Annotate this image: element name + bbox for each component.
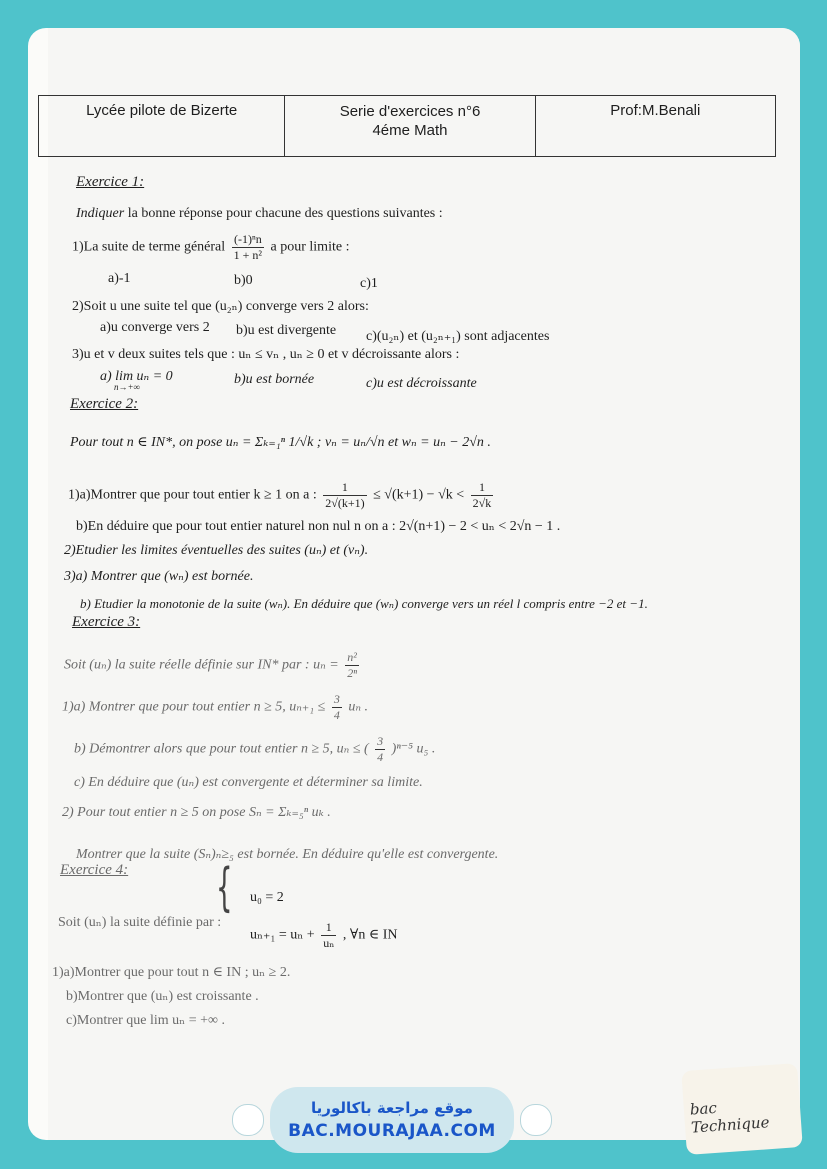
exercise-1-title: Exercice 1: [76,174,145,190]
intro-text: la bonne réponse pour chacune des questions suivantes : [127,206,443,221]
left-logo-icon [232,1104,264,1136]
question-2-3a: 3)a) Montrer que (wₙ) est bornée. [64,569,254,584]
exercise-4-title: Exercice 4: [60,862,129,878]
q3-1b-fraction [375,734,385,765]
question-2-1a [68,480,496,511]
q3-1b-text-end: )ⁿ⁻⁵ u₅ . [391,741,436,757]
q3-1b-numerator: 3 [377,734,384,748]
q1-option-b: b)0 [234,273,253,288]
ex3-def-fraction [345,650,359,681]
q1-numerator: (-1)ⁿn [232,232,264,248]
q3-option-a [100,368,173,392]
q2-1a-text: 1)a)Montrer que pour tout entier k ≥ 1 on a : [68,487,317,503]
series-number: Serie d'exercices n°6 [339,103,481,120]
question-2-2: 2)Etudier les limites éventuelles des suites (uₙ) et (vₙ). [64,543,369,558]
exercise-2-definition: Pour tout n ∈ IN*, on pose uₙ = Σₖ₌₁ⁿ 1/√k ; vₙ = uₙ/√n et wₙ = uₙ − 2√n . [70,435,491,450]
series-title [285,96,535,156]
teacher-name: Prof:M.Benali [610,102,701,119]
site-banner[interactable] [270,1087,514,1153]
sys2-fraction [321,920,336,951]
q2-1a-inequality: ≤ √(k+1) − √k < [373,487,465,503]
exercise-1-intro [76,206,443,222]
q3-1a-text-end: uₙ . [348,699,369,715]
q1-fraction [232,232,264,263]
system-line-1: u₀ = 2 [250,890,284,905]
question-4-1c: c)Montrer que lim uₙ = +∞ . [66,1013,225,1028]
question-1-2: 2)Soit u une suite tel que (u₂ₙ) converge vers 2 alors: [72,299,369,314]
site-url: BAC.MOURAJAA.COM [288,1121,496,1141]
question-3-1c: c) En déduire que (uₙ) est convergente et déterminer sa limite. [74,775,423,790]
question-4-1a: 1)a)Montrer que pour tout n ∈ IN ; uₙ ≥ 2. [52,965,291,980]
q2-1a-f2-numerator: 1 [471,480,494,496]
badge-text: bac Technique [689,1098,771,1137]
right-logo-icon [520,1104,552,1136]
question-3-2: 2) Pour tout entier n ≥ 5 on pose Sₙ = Σₖ₌₅ⁿ uₖ . [62,805,331,820]
question-3-1a [62,692,368,723]
site-name-arabic: موقع مراجعة باكالوريا [311,1099,473,1117]
q3-1b-denominator: 4 [377,750,384,764]
sys2-text-end: , ∀n ∈ IN [342,927,398,943]
exercise-3-definition [64,650,362,681]
q2-option-c: c)(u₂ₙ) et (u₂ₙ₊₁) sont adjacentes [366,329,550,344]
q1-denominator: 1 + n² [233,248,263,262]
q1-text-end: a pour limite : [270,239,350,255]
q3-1a-numerator: 3 [333,692,340,706]
q3-option-b: b)u est bornée [234,372,315,387]
q3-option-a-text: a) lim uₙ = 0 [100,369,173,384]
bac-technique-badge [681,1063,803,1155]
system-brace: { [216,858,233,918]
q1-option-c: c)1 [360,276,378,291]
q1-text: 1)La suite de terme général [72,239,226,255]
q3-option-c: c)u est décroissante [366,376,477,391]
header-table [38,95,776,157]
question-2-1b: b)En déduire que pour tout entier naturel non nul n on a : 2√(n+1) − 2 < uₙ < 2√n − 1 . [76,519,561,534]
q3-1b-text: b) Démontrer alors que pour tout entier n ≥ 5, uₙ ≤ ( [74,741,369,757]
sys2-text: uₙ₊₁ = uₙ + [250,927,315,943]
question-1-1 [72,232,349,263]
school-name: Lycée pilote de Bizerte [39,96,285,156]
ex3-def-text: Soit (uₙ) la suite réelle définie sur IN* par : uₙ = [64,657,339,673]
q3-option-a-subscript: n→+∞ [114,382,140,392]
sys2-denominator: uₙ [323,936,335,950]
q3-1a-fraction [332,692,342,723]
ex3-def-numerator: n² [345,650,359,666]
exercise-3-title: Exercice 3: [72,614,141,630]
question-1-3: 3)u et v deux suites tels que : uₙ ≤ vₙ , uₙ ≥ 0 et v décroissante alors : [72,347,460,362]
q2-1a-fraction-2 [471,480,494,511]
q1-option-a: a)-1 [108,271,131,286]
q2-1a-f1-numerator: 1 [323,480,366,496]
exercise-4-definition: Soit (uₙ) la suite définie par : [58,915,222,930]
q3-1a-denominator: 4 [333,708,340,722]
ex3-def-denominator: 2ⁿ [347,666,357,680]
class-level: 4éme Math [372,122,448,139]
q2-1a-f1-denominator: 2√(k+1) [325,496,365,510]
exercise-2-title: Exercice 2: [70,396,139,412]
question-3-1b [74,734,435,765]
q3-1a-text: 1)a) Montrer que pour tout entier n ≥ 5, uₙ₊₁ ≤ [62,699,326,715]
q2-option-a: a)u converge vers 2 [100,320,210,335]
question-3-2b: Montrer que la suite (Sₙ)ₙ≥₅ est bornée. En déduire qu'elle est convergente. [76,847,499,862]
sys2-numerator: 1 [321,920,336,936]
question-4-1b: b)Montrer que (uₙ) est croissante . [66,989,259,1004]
question-2-3b: b) Etudier la monotonie de la suite (wₙ). En déduire que (wₙ) converge vers un réel l compris entre −2 et −1. [80,596,648,611]
intro-verb: Indiquer [76,206,125,221]
system-line-2 [250,920,397,951]
q2-option-b: b)u est divergente [236,323,337,338]
q2-1a-fraction-1 [323,480,366,511]
q2-1a-f2-denominator: 2√k [472,496,492,510]
